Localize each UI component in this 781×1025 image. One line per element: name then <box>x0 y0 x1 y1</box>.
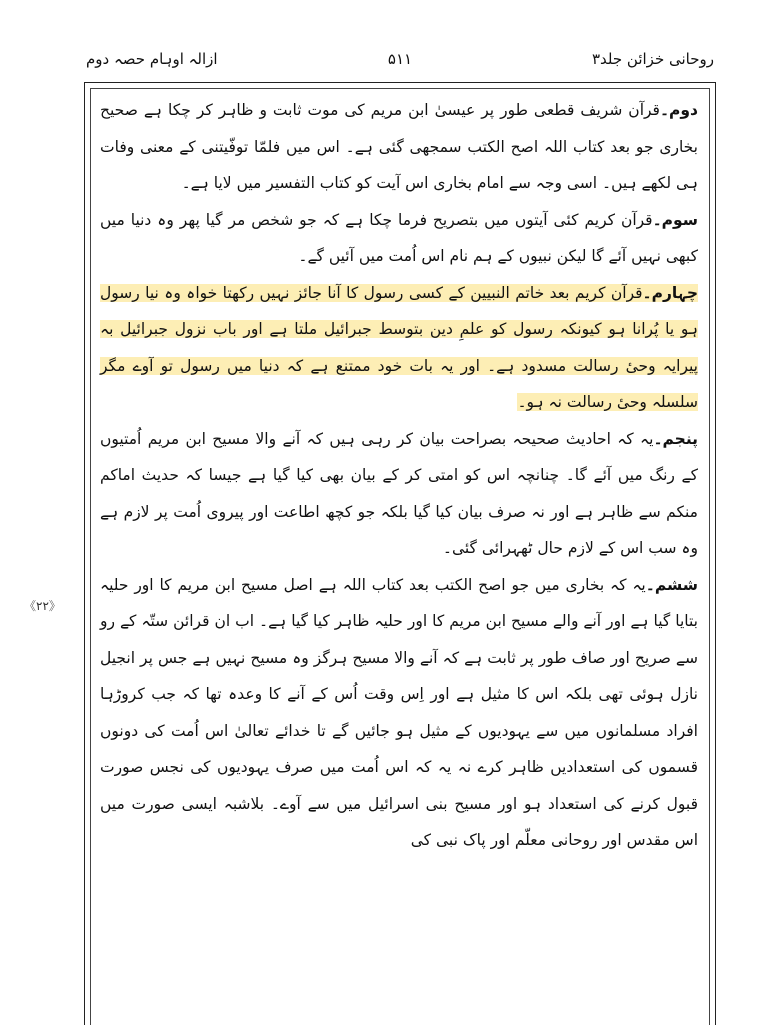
paragraph-body: یہ کہ احادیث صحیحہ بصراحت بیان کر رہی ہیں کہ آنے والا مسیح ابن مریم اُمتیوں کے رنگ میں آئے گا۔ چنانچہ اس کو امتی کر کے بیان بھی کیا گیا ہے جیسا کہ حدیث اماکم منکم سے ظاہر ہے اور نہ صرف بیان کیا گیا بلکہ جو کچھ اطاعت اور پیروی اُمت پر لازم ہے وہ سب اس کے لازم حال ٹھہرائی گئی۔ <box>100 429 698 557</box>
paragraph-lead: سوم۔ <box>652 210 698 229</box>
paragraph-body: قرآن شریف قطعی طور پر عیسیٰ ابن مریم کی موت ثابت و ظاہر کر چکا ہے صحیح بخاری جو بعد کتاب اللہ اصح الکتب سمجھی گئی ہے۔ اس میں فلمّا توفّیتنی کے معنی وفات ہی لکھے ہیں۔ اسی وجہ سے امام بخاری اس آیت کو کتاب التفسیر میں لایا ہے۔ <box>100 101 698 192</box>
paragraph-lead: چہارم۔ <box>642 283 698 302</box>
volume-title: روحانی خزائن جلد۳ <box>591 50 714 68</box>
paragraph-panjam <box>100 421 698 567</box>
paragraph-chaharam-highlighted <box>100 275 698 421</box>
book-section-title: ازالہ اوہام حصہ دوم <box>86 50 218 68</box>
page-number: ۵۱۱ <box>387 50 413 68</box>
paragraph-soom <box>100 202 698 275</box>
body-text <box>100 92 698 859</box>
highlighted-passage: قرآن کریم بعد خاتم النبیین کے کسی رسول کا آنا جائز نہیں رکھتا خواہ وہ نیا رسول ہو یا پُرانا ہو کیونکہ رسول کو علمِ دین بتوسط جبرائیل ملتا ہے اور باب نزول جبرائیل بہ پیرایہ وحیٔ رسالت مسدود ہے۔ اور یہ بات خود ممتنع ہے کہ دنیا میں رسول تو آوے مگر سلسلہ وحیٔ رسالت نہ ہو۔ <box>100 283 698 411</box>
paragraph-body: قرآن کریم کئی آیتوں میں بتصریح فرما چکا ہے کہ جو شخص مر گیا پھر وہ دنیا میں کبھی نہیں آئے گا لیکن نبیوں کے ہم نام اس اُمت میں آئیں گے۔ <box>100 210 698 265</box>
paragraph-lead: دوم۔ <box>659 101 698 119</box>
margin-page-marker: 《۲۲》 <box>24 599 61 613</box>
paragraph-body: یہ کہ بخاری میں جو اصح الکتب بعد کتاب اللہ ہے اصل مسیح ابن مریم کا اور حلیہ بتایا گیا ہے اور آنے والے مسیح ابن مریم کا اور حلیہ ظاہر کیا گیا ہے۔ اب ان قرائن ستّہ کے رو سے صریح اور صاف طور پر ثابت ہے کہ آنے والا مسیح ہرگز وہ مسیح نہیں ہے جس پر انجیل نازل ہوئی تھی بلکہ اس کا مثیل ہے اور اِس وقت اُس کے آنے کا وعدہ تھا کہ جب کروڑہا افراد مسلمانوں میں سے یہودیوں کے مثیل ہو جائیں گے تا خدائے تعالیٰ اس اُمت کی دونوں قسموں کی استعدادیں ظاہر کرے نہ یہ کہ اس اُمت میں صرف یہودیوں کی نجس صورت قبول کرنے کی استعداد ہو اور مسیح بنی اسرائیل میں سے آوے۔ بلاشبہ ایسی صورت میں اس مقدس اور روحانی معلّم اور پاک نبی کی <box>100 575 698 849</box>
page-header <box>86 48 714 80</box>
paragraph-lead: پنجم۔ <box>653 429 698 448</box>
paragraph-shasham <box>100 567 698 859</box>
paragraph-doom <box>100 92 698 202</box>
paragraph-lead: ششم۔ <box>645 575 698 594</box>
